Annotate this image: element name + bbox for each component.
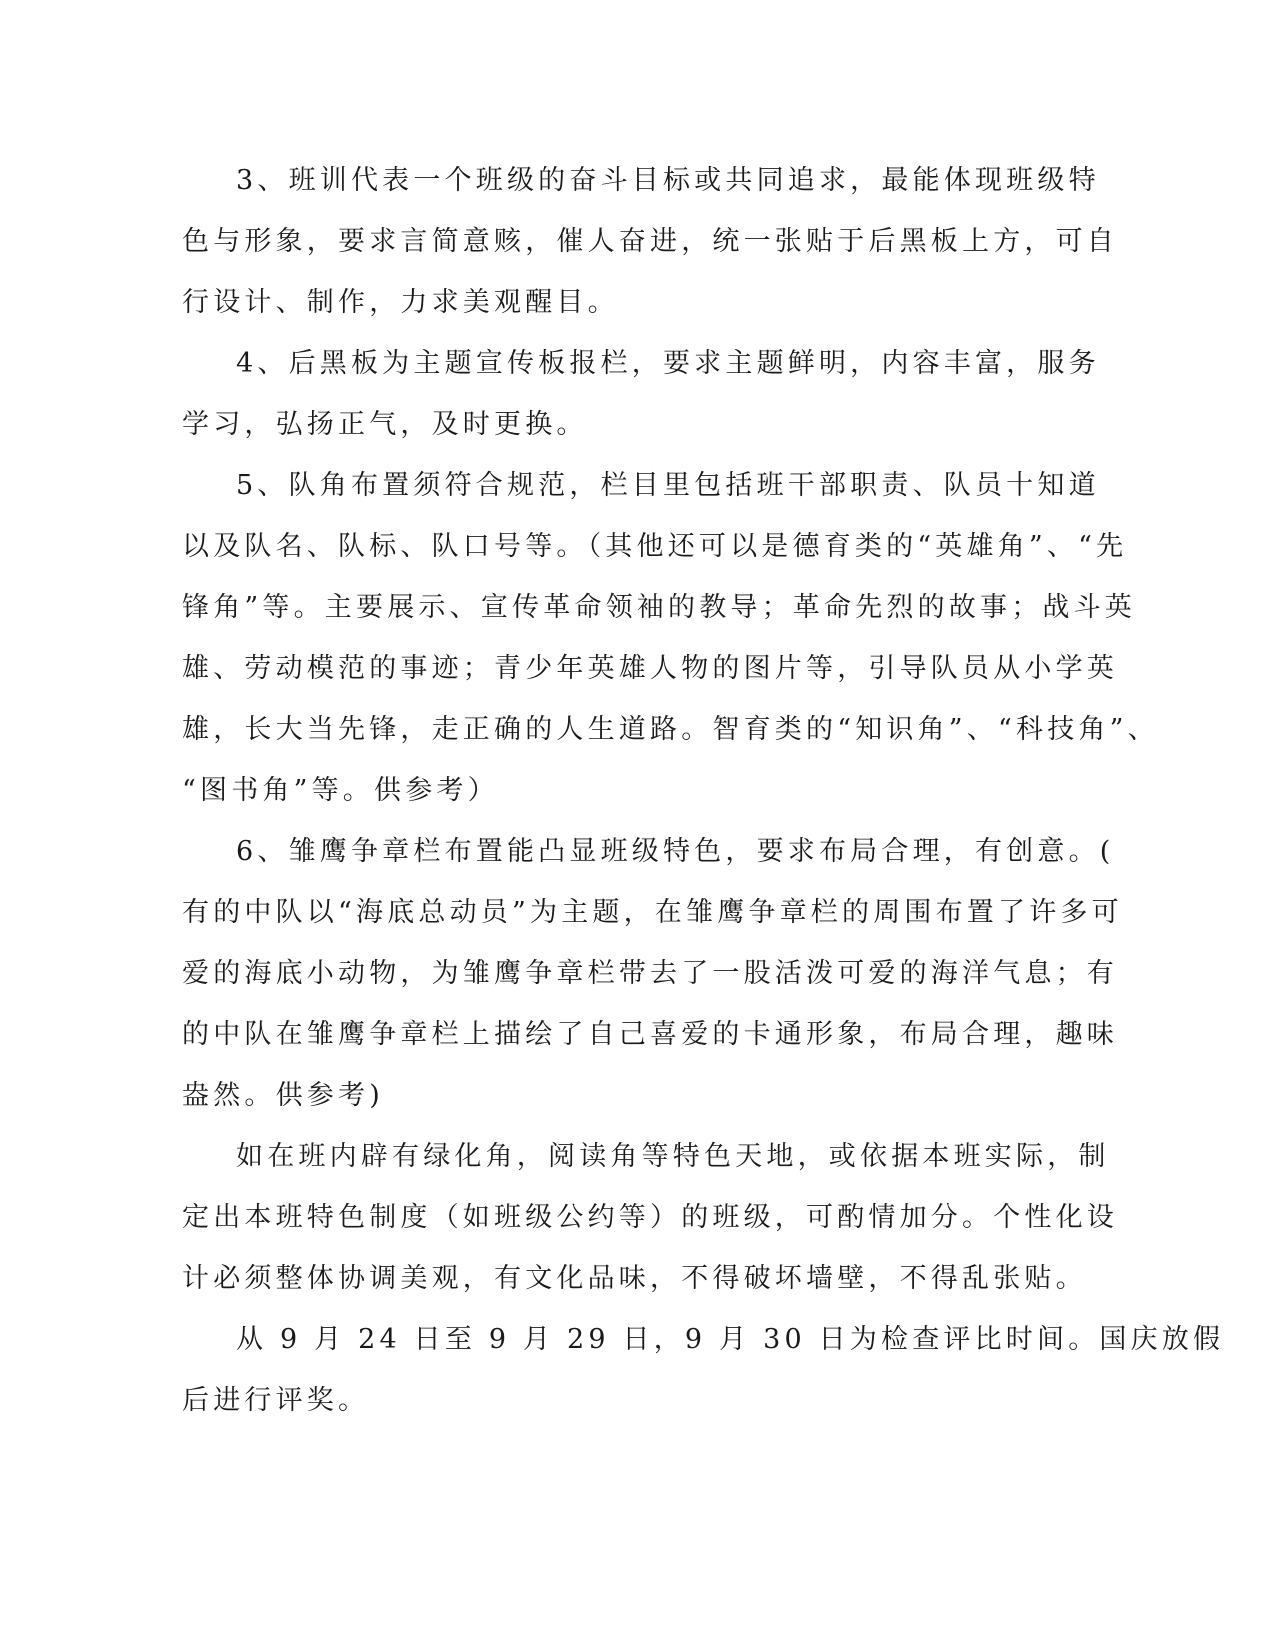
text-line: 有的中队以“海底总动员”为主题，在雏鹰争章栏的周围布置了许多可 (182, 897, 1123, 928)
text-line: 5、队角布置须符合规范，栏目里包括班干部职责、队员十知道 (236, 470, 1100, 501)
paragraph-item-5 (182, 455, 1159, 821)
paragraph-special-corners (182, 1126, 1118, 1309)
paragraph-schedule (182, 1309, 1225, 1431)
text-line: “图书角”等。供参考） (182, 775, 499, 806)
text-line: 计必须整体协调美观，有文化品味，不得破坏墙壁，不得乱张贴。 (182, 1263, 1087, 1294)
text-line: 锋角”等。主要展示、宣传革命领袖的教导；革命先烈的故事；战斗英 (182, 592, 1137, 623)
paragraph-item-6 (182, 821, 1123, 1126)
text-line: 的中队在雏鹰争章栏上描绘了自己喜爱的卡通形象，布局合理，趣味 (182, 1019, 1118, 1050)
text-line: 从 9 月 24 日至 9 月 29 日，9 月 30 日为检查评比时间。国庆放假 (236, 1324, 1225, 1355)
document-body (182, 150, 1225, 1431)
text-line: 定出本班特色制度（如班级公约等）的班级，可酌情加分。个性化设 (182, 1202, 1118, 1233)
text-line: 盎然。供参考) (182, 1080, 384, 1111)
text-line: 3、班训代表一个班级的奋斗目标或共同追求，最能体现班级特 (236, 165, 1100, 196)
text-line: 雄、劳动模范的事迹；青少年英雄人物的图片等，引导队员从小学英 (182, 653, 1118, 684)
text-line: 4、后黑板为主题宣传板报栏，要求主题鲜明，内容丰富，服务 (236, 348, 1100, 379)
text-line: 后进行评奖。 (182, 1385, 370, 1416)
paragraph-item-4 (182, 333, 1100, 455)
text-line: 色与形象，要求言简意赅，催人奋进，统一张贴于后黑板上方，可自 (182, 226, 1118, 257)
text-line: 学习，弘扬正气，及时更换。 (182, 409, 588, 440)
text-line: 以及队名、队标、队口号等。（其他还可以是德育类的“英雄角”、“先 (182, 531, 1128, 562)
text-line: 如在班内辟有绿化角，阅读角等特色天地，或依据本班实际，制 (236, 1141, 1110, 1172)
text-line: 行设计、制作，力求美观醒目。 (182, 287, 619, 318)
text-line: 雄，长大当先锋，走正确的人生道路。智育类的“知识角”、“科技角”、 (182, 714, 1159, 745)
paragraph-item-3 (182, 150, 1118, 333)
text-line: 6、雏鹰争章栏布置能凸显班级特色，要求布局合理，有创意。( (236, 836, 1115, 867)
text-line: 爱的海底小动物，为雏鹰争章栏带去了一股活泼可爱的海洋气息；有 (182, 958, 1118, 989)
